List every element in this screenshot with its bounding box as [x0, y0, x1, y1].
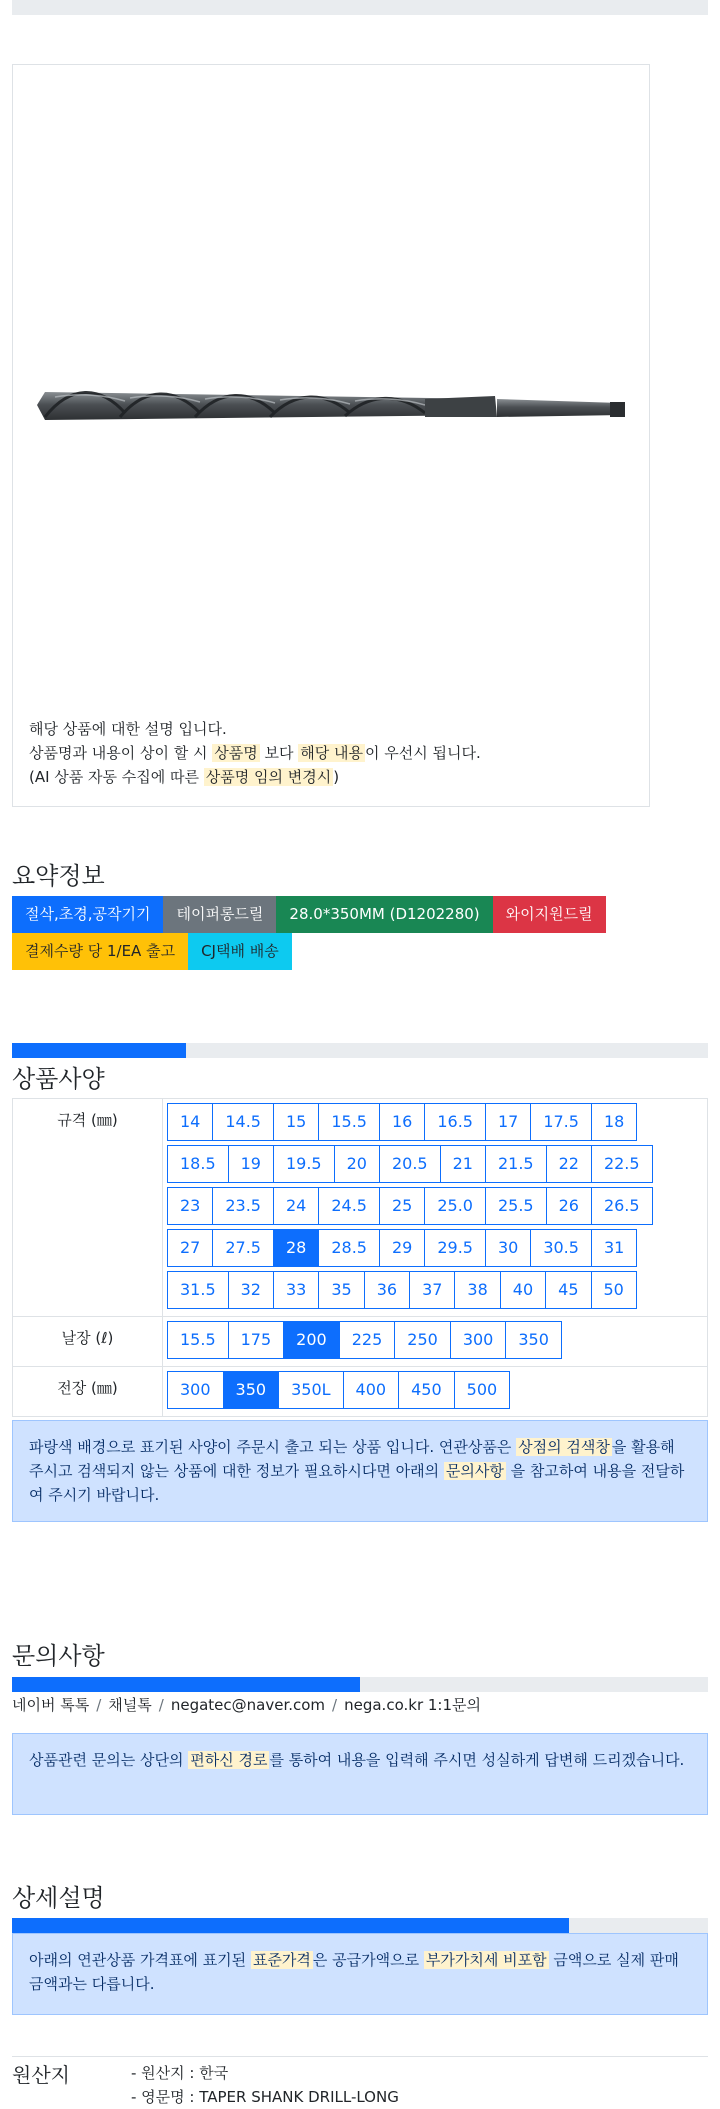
spec-option[interactable]: 18.5: [167, 1145, 229, 1183]
badge-brand: 와이지원드릴: [493, 896, 606, 933]
inquiry-progress-bar: [12, 1677, 708, 1692]
spec-option[interactable]: 24.5: [318, 1187, 380, 1225]
detail-progress-bar: [12, 1918, 708, 1933]
spec-option[interactable]: 400: [343, 1371, 400, 1409]
spec-option[interactable]: 16: [379, 1103, 425, 1141]
spec-option[interactable]: 50: [591, 1271, 637, 1309]
spec-options: [163, 1317, 707, 1366]
spec-option[interactable]: 19: [228, 1145, 274, 1183]
spec-option[interactable]: 15.5: [318, 1103, 380, 1141]
spec-option[interactable]: 250: [394, 1321, 451, 1359]
spec-option[interactable]: 17.5: [530, 1103, 592, 1141]
spec-title: 상품사양: [12, 1065, 105, 1093]
spec-progress-fill: [12, 1043, 186, 1058]
spec-option[interactable]: 27.5: [212, 1229, 274, 1267]
highlight-inquiry: 문의사항: [445, 1462, 504, 1480]
spec-option[interactable]: 27: [167, 1229, 213, 1267]
spec-option[interactable]: 300: [167, 1371, 224, 1409]
badge-category: 절삭,초경,공작기기: [12, 896, 163, 933]
origin-section: [12, 2056, 708, 2106]
spec-option[interactable]: 350: [505, 1321, 562, 1359]
spec-options: [163, 1367, 707, 1416]
product-image-box: [12, 64, 650, 807]
spec-option[interactable]: 16.5: [424, 1103, 486, 1141]
top-divider-bar: [12, 0, 708, 15]
spec-option[interactable]: 500: [454, 1371, 511, 1409]
summary-badges-row2: [12, 933, 712, 970]
badge-quantity: 결제수량 당 1/EA 출고: [12, 933, 188, 970]
contact-website[interactable]: nega.co.kr 1:1문의: [344, 1696, 481, 1714]
badge-shipping: CJ택배 배송: [188, 933, 292, 970]
spec-option[interactable]: 21: [440, 1145, 486, 1183]
spec-option[interactable]: 450: [398, 1371, 455, 1409]
spec-row-flute-length: [13, 1317, 707, 1367]
detail-notice: 아래의 연관상품 가격표에 표기된 표준가격 은 공급가액으로 부가가치세 비포함 금액으로 실제 판매금액과는 다릅니다.: [12, 1933, 708, 2015]
spec-option[interactable]: 45: [545, 1271, 591, 1309]
highlight-product-name: 상품명: [214, 744, 258, 762]
spec-option[interactable]: 18: [591, 1103, 637, 1141]
spec-option[interactable]: 350L: [278, 1371, 343, 1409]
spec-option[interactable]: 36: [364, 1271, 410, 1309]
spec-option[interactable]: 19.5: [273, 1145, 335, 1183]
spec-option[interactable]: 21.5: [485, 1145, 547, 1183]
spec-option-line: [167, 1271, 707, 1313]
spec-option[interactable]: 29: [379, 1229, 425, 1267]
spec-option[interactable]: 17: [485, 1103, 531, 1141]
spec-option[interactable]: 31: [591, 1229, 637, 1267]
inquiry-progress-fill: [12, 1677, 360, 1692]
spec-option[interactable]: 24: [273, 1187, 319, 1225]
badge-product-type: 테이퍼롱드릴: [163, 896, 276, 933]
detail-title: 상세설명: [12, 1884, 105, 1912]
spec-option[interactable]: 40: [500, 1271, 546, 1309]
origin-country: - 원산지 : 한국: [131, 2064, 229, 2082]
spec-option[interactable]: 32: [228, 1271, 274, 1309]
spec-option[interactable]: 225: [339, 1321, 396, 1359]
highlight-vat: 부가가치세 비포함: [425, 1951, 547, 1969]
spec-option[interactable]: 25: [379, 1187, 425, 1225]
spec-option-line: [167, 1103, 707, 1145]
spec-option-selected[interactable]: 200: [283, 1321, 340, 1359]
spec-option[interactable]: 14.5: [212, 1103, 274, 1141]
spec-option[interactable]: 33: [273, 1271, 319, 1309]
spec-option[interactable]: 31.5: [167, 1271, 229, 1309]
spec-option-selected[interactable]: 28: [273, 1229, 319, 1267]
image-note-line1: 해당 상품에 대한 설명 입니다.: [29, 720, 227, 738]
spec-label: 규격 (㎜): [13, 1099, 163, 1316]
spec-row-overall-length: [13, 1367, 707, 1416]
image-note-line2: 상품명과 내용이 상이 할 시 상품명 보다 해당 내용 이 우선시 됩니다.: [29, 744, 481, 762]
spec-option[interactable]: 26: [546, 1187, 592, 1225]
spec-option[interactable]: 29.5: [424, 1229, 486, 1267]
drill-image: [25, 365, 645, 445]
origin-label: 원산지: [12, 2063, 70, 2087]
spec-option[interactable]: 26.5: [591, 1187, 653, 1225]
origin-values: [131, 2061, 399, 2109]
spec-option[interactable]: 22: [546, 1145, 592, 1183]
inquiry-notice: 상품관련 문의는 상단의 편하신 경로 를 통하여 내용을 입력해 주시면 성실하게 답변해 드리겠습니다.: [12, 1733, 708, 1815]
highlight-standard-price: 표준가격: [252, 1951, 311, 1969]
image-description: [29, 717, 481, 789]
highlight-rename: 상품명 임의 변경시: [205, 768, 332, 786]
spec-option-selected[interactable]: 350: [223, 1371, 280, 1409]
spec-option[interactable]: 23.5: [212, 1187, 274, 1225]
contact-naver-talk[interactable]: 네이버 톡톡: [12, 1696, 90, 1714]
spec-options: [163, 1099, 707, 1316]
summary-title: 요약정보: [12, 862, 105, 890]
spec-option[interactable]: 22.5: [591, 1145, 653, 1183]
spec-option[interactable]: 30: [485, 1229, 531, 1267]
spec-option-line: [167, 1371, 707, 1413]
spec-option[interactable]: 20: [334, 1145, 380, 1183]
detail-progress-fill: [12, 1918, 569, 1933]
contact-channel-talk[interactable]: 채널톡: [108, 1696, 152, 1714]
spec-option[interactable]: 23: [167, 1187, 213, 1225]
spec-option[interactable]: 25.5: [485, 1187, 547, 1225]
summary-badges-row1: [12, 896, 712, 933]
badge-model: 28.0*350MM (D1202280): [276, 896, 492, 933]
spec-option[interactable]: 30.5: [530, 1229, 592, 1267]
spec-row-size: [13, 1099, 707, 1317]
contact-email[interactable]: negatec@naver.com: [170, 1696, 326, 1714]
spec-option[interactable]: 20.5: [379, 1145, 441, 1183]
spec-option[interactable]: 300: [450, 1321, 507, 1359]
spec-option-line: [167, 1229, 707, 1271]
spec-option[interactable]: 14: [167, 1103, 213, 1141]
spec-option[interactable]: 37: [409, 1271, 455, 1309]
origin-english-name: - 영문명 : TAPER SHANK DRILL-LONG: [131, 2088, 399, 2106]
spec-table: [12, 1098, 708, 1417]
highlight-channel: 편하신 경로: [190, 1751, 268, 1769]
spec-option-line: [167, 1321, 707, 1363]
spec-label: 전장 (㎜): [13, 1367, 163, 1416]
spec-option[interactable]: 35: [318, 1271, 364, 1309]
spec-option[interactable]: 38: [454, 1271, 500, 1309]
spec-option[interactable]: 25.0: [424, 1187, 486, 1225]
highlight-content: 해당 내용: [300, 744, 363, 762]
spec-progress-bar: [12, 1043, 708, 1058]
spec-option-line: [167, 1145, 707, 1187]
contact-links: 네이버 톡톡 / 채널톡 / negatec@naver.com / nega.co.kr 1:1문의: [12, 1696, 481, 1714]
spec-option[interactable]: 28.5: [318, 1229, 380, 1267]
inquiry-title: 문의사항: [12, 1642, 105, 1670]
spec-option[interactable]: 15: [273, 1103, 319, 1141]
spec-option[interactable]: 175: [228, 1321, 285, 1359]
spec-notice: 파랑색 배경으로 표기된 사양이 주문시 출고 되는 상품 입니다. 연관상품은 상점의 검색창 을 활용해 주시고 검색되지 않는 상품에 대한 정보가 필요하시다면 아래의 문의사항 을 참고하여 내용을 전달하여 주시기 바랍니다.: [12, 1420, 708, 1522]
spec-label: 날장 (ℓ): [13, 1317, 163, 1366]
spec-option[interactable]: 15.5: [167, 1321, 229, 1359]
spec-option-line: [167, 1187, 707, 1229]
highlight-search: 상점의 검색창: [518, 1438, 610, 1456]
image-note-line3: (AI 상품 자동 수집에 따른 상품명 임의 변경시 ): [29, 768, 340, 786]
